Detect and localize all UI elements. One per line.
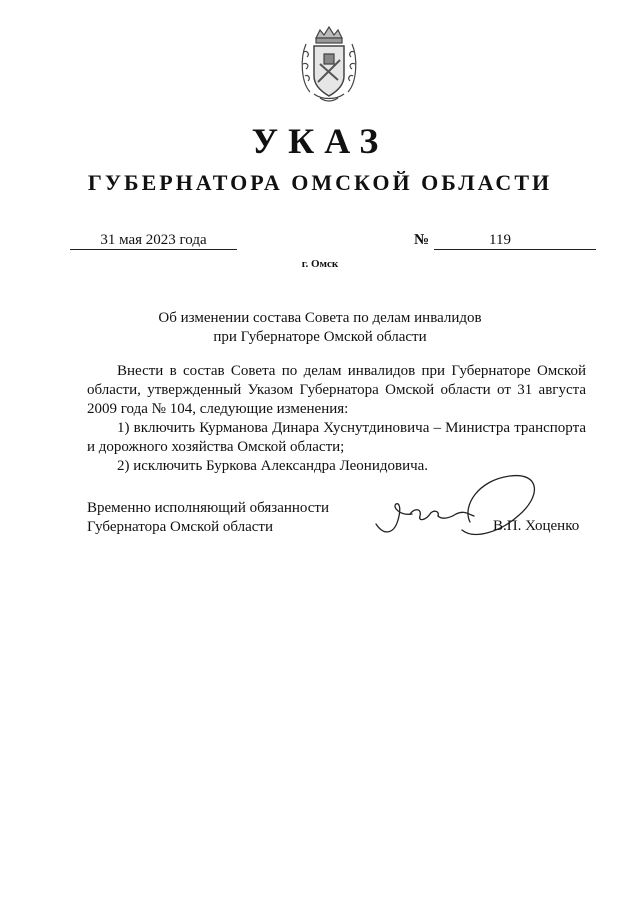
body-item-2: 2) исключить Буркова Александра Леонидовича. <box>117 458 429 474</box>
body-item-1: 1) включить Курманова Динара Хуснутдиновича – Министра транспорта и дорожного хозяйства Омской области; <box>87 420 586 455</box>
document-subtitle: ГУБЕРНАТОРА ОМСКОЙ ОБЛАСТИ <box>87 170 553 195</box>
document-number: 119 <box>489 232 511 248</box>
coat-of-arms-icon <box>298 24 360 104</box>
subject-line-1: Об изменении состава Совета по делам инвалидов <box>158 310 482 326</box>
document-body <box>87 362 586 476</box>
body-paragraph: Внести в состав Совета по делам инвалидов при Губернаторе Омской области, утвержденный Указом Губернатора Омской области от 31 августа 2009 года № 104, следующие изменения: <box>87 363 586 417</box>
subject-line-2: при Губернаторе Омской области <box>213 329 427 345</box>
signer-name: В.П. Хоценко <box>493 518 580 534</box>
document-subject <box>0 309 640 347</box>
document-date: 31 мая 2023 года <box>70 231 237 250</box>
signer-title <box>87 499 347 537</box>
signer-title-line-2: Губернатора Омской области <box>87 519 273 535</box>
signer-title-line-1: Временно исполняющий обязанности <box>87 500 330 516</box>
number-sign: № <box>414 232 430 248</box>
document-number-field <box>434 231 596 250</box>
handwritten-signature-icon <box>370 470 550 550</box>
document-title: УКАЗ <box>251 121 389 161</box>
city-label: г. Омск <box>301 258 339 270</box>
